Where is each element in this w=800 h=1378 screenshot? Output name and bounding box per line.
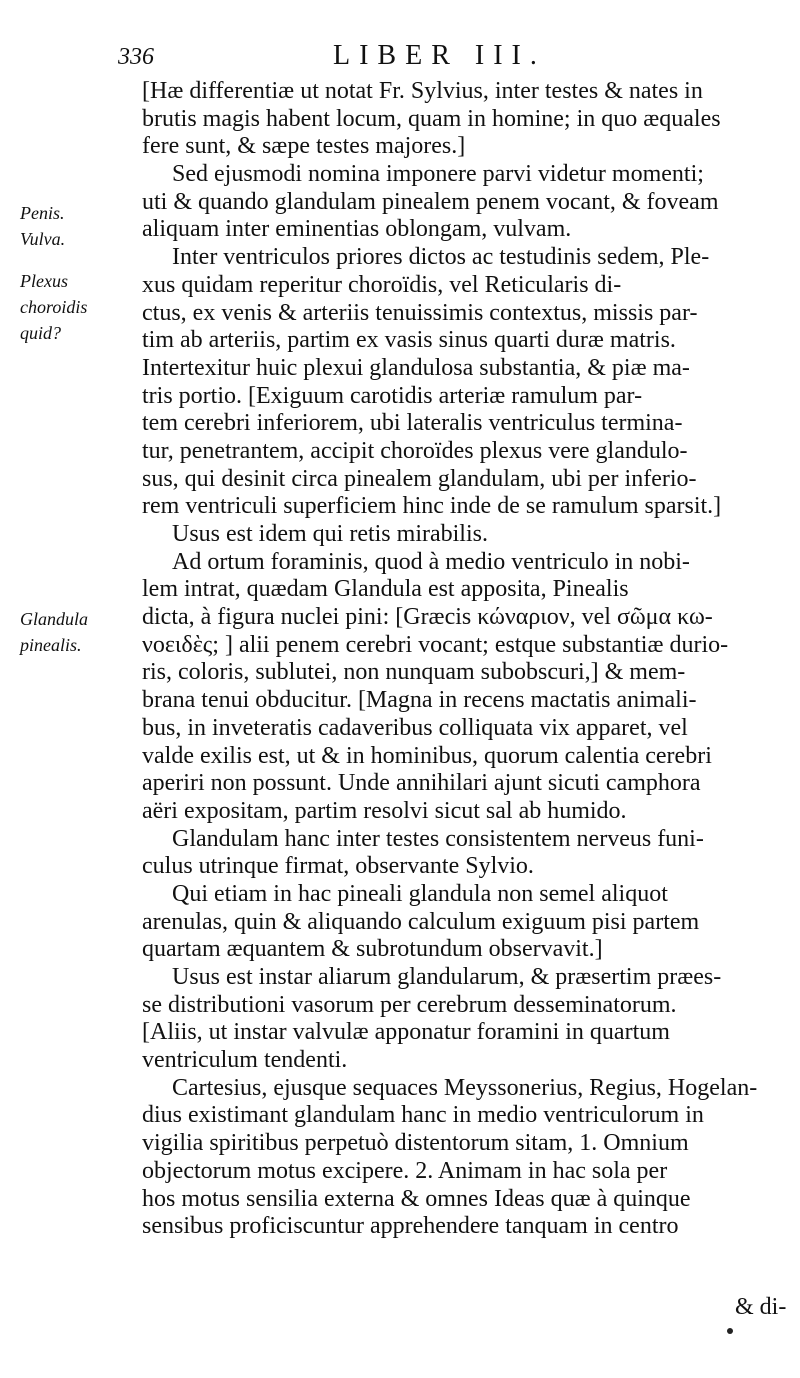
text-line: Qui etiam in hac pineali glandula non semel aliquot — [172, 880, 668, 907]
text-line: brana tenui obducitur. [Magna in recens mactatis animali- — [142, 687, 697, 714]
margin-note-glandula-pinealis: Glandula pinealis. — [20, 609, 89, 655]
body-text — [142, 78, 772, 1241]
text-line: quartam æquantem & subrotundum observavit.] — [142, 936, 603, 963]
text-line: brutis magis habent locum, quam in homine; in quo æquales — [142, 105, 721, 132]
text-line: aperiri non possunt. Unde annihilari ajunt sicuti camphora — [142, 770, 701, 797]
text-line: sensibus proficiscuntur apprehendere tanquam in centro — [142, 1213, 679, 1240]
text-line: aëri expositam, partim resolvi sicut sal ab humido. — [142, 797, 627, 824]
text-line: Glandulam hanc inter testes consistentem nerveus funi- — [172, 825, 704, 852]
text-line: fere sunt, & sæpe testes majores.] — [142, 133, 466, 160]
text-line: uti & quando glandulam pinealem penem vocant, & foveam — [142, 188, 719, 215]
text-line: [Aliis, ut instar valvulæ apponatur foramini in quartum — [142, 1019, 670, 1046]
text-line: tris portio. [Exiguum carotidis arteriæ ramulum par- — [142, 382, 643, 409]
text-line: objectorum motus excipere. 2. Animam in hac sola per — [142, 1157, 668, 1184]
text-line: Inter ventriculos priores dictos ac testudinis sedem, Ple- — [172, 244, 710, 271]
margin-note-penis-vulva: Penis. Vulva. — [20, 203, 66, 249]
text-line: dius existimant glandulam hanc in medio ventriculorum in — [142, 1102, 704, 1129]
ink-blot — [727, 1328, 733, 1334]
text-line: Usus est idem qui retis mirabilis. — [172, 521, 488, 547]
text-line: [Hæ differentiæ ut notat Fr. Sylvius, inter testes & nates in — [142, 78, 703, 104]
page-header — [118, 40, 758, 80]
text-line: Usus est instar aliarum glandularum, & præsertim præes- — [172, 964, 722, 990]
text-line: arenulas, quin & aliquando calculum exiguum pisi partem — [142, 908, 700, 935]
text-line: se distributioni vasorum per cerebrum desseminatorum. — [142, 991, 677, 1018]
text-line: νοειδὲς; ] alii penem cerebri vocant; estque substantiæ durio- — [142, 631, 729, 658]
text-line: culus utrinque firmat, observante Sylvio. — [142, 853, 534, 880]
text-line: ctus, ex venis & arteriis tenuissimis contextus, missis par- — [142, 299, 698, 326]
text-line: dicta, à figura nuclei pini: [Græcis κώναριον, vel σῶμα κω- — [142, 604, 713, 631]
text-line: Intertexitur huic plexui glandulosa substantia, & piæ ma- — [142, 354, 690, 381]
text-line: tem cerebri inferiorem, ubi lateralis ventriculus termina- — [142, 410, 683, 437]
text-line: ventriculum tendenti. — [142, 1047, 348, 1074]
text-line: vigilia spiritibus perpetuò distentorum sitam, 1. Omnium — [142, 1130, 689, 1157]
text-line: rem ventriculi superficiem hinc inde de se ramulum sparsit.] — [142, 493, 722, 520]
catchword: & di- — [735, 1294, 787, 1320]
text-line: lem intrat, quædam Glandula est apposita, Pinealis — [142, 576, 629, 603]
text-line: Ad ortum foraminis, quod à medio ventriculo in nobi- — [172, 548, 690, 575]
text-line: xus quidam reperitur choroïdis, vel Reticularis di- — [142, 271, 622, 298]
text-line: Sed ejusmodi nomina imponere parvi videtur momenti; — [172, 161, 704, 188]
text-line: valde exilis est, ut & in hominibus, quorum calentia cerebri — [142, 742, 712, 769]
text-line: hos motus sensilia externa & omnes Ideas quæ à quinque — [142, 1185, 691, 1212]
text-line: bus, in inveteratis cadaveribus colliquata vix apparet, vel — [142, 714, 688, 741]
text-line: Cartesius, ejusque sequaces Meyssonerius, Regius, Hogelan- — [172, 1074, 758, 1101]
running-head: LIBER III. — [333, 40, 546, 71]
margin-note-plexus-choroidis: Plexus choroidis quid? — [20, 271, 88, 343]
text-line: aliquam inter eminentias oblongam, vulvam. — [142, 216, 572, 243]
text-line: tim ab arteriis, partim ex vasis sinus quarti duræ matris. — [142, 327, 676, 354]
text-line: sus, qui desinit circa pinealem glandulam, ubi per inferio- — [142, 465, 697, 492]
text-line: tur, penetrantem, accipit choroïdes plexus vere glandulo- — [142, 437, 688, 464]
text-line: ris, coloris, sublutei, non nunquam subobscuri,] & mem- — [142, 659, 686, 686]
page-number: 336 — [118, 44, 154, 70]
